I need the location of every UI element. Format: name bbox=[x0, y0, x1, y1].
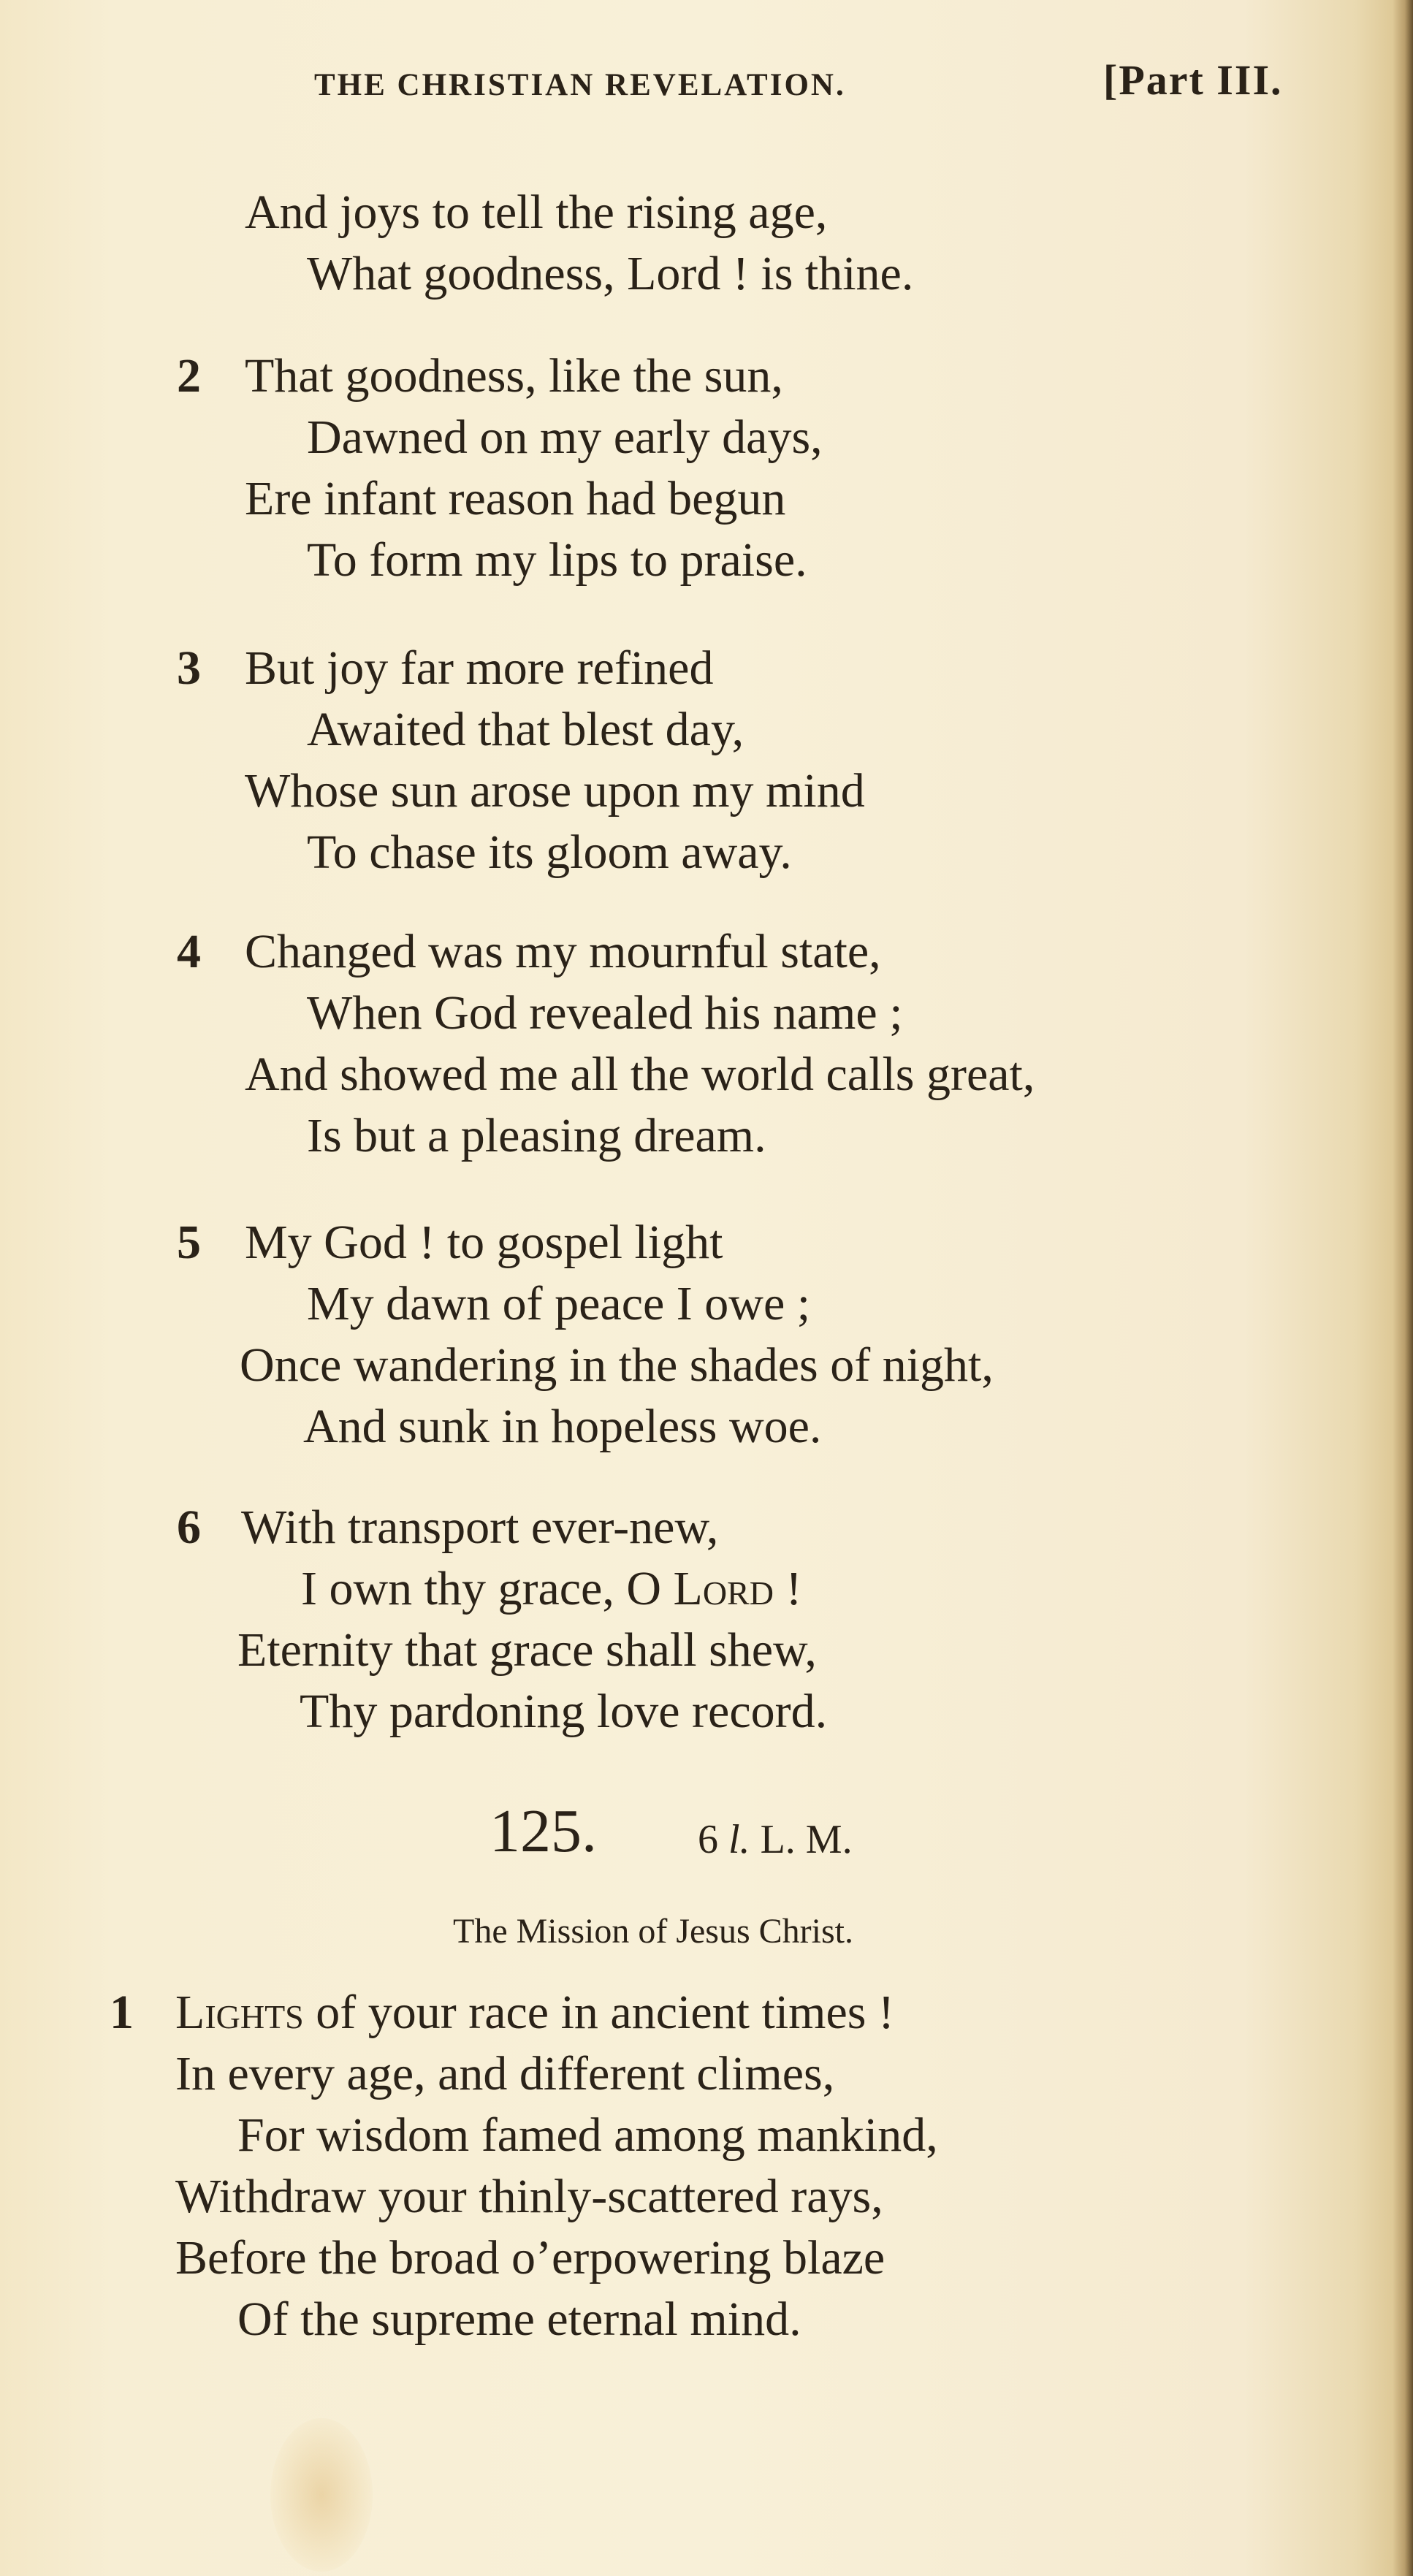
page-stain bbox=[270, 2418, 373, 2572]
verse-line: But joy far more refined bbox=[245, 641, 714, 695]
page-edge-shadow bbox=[1393, 0, 1413, 2576]
verse-line-text: ! bbox=[773, 1562, 802, 1615]
verse-line: Eternity that grace shall shew, bbox=[237, 1623, 817, 1677]
verse-line: Once wandering in the shades of night, bbox=[240, 1338, 994, 1392]
verse-line bbox=[175, 1986, 894, 2039]
verse-number: 4 bbox=[177, 925, 201, 978]
verse-line: Awaited that blest day, bbox=[307, 703, 744, 756]
hymn-meter-count: 6 bbox=[698, 1817, 728, 1862]
verse-number: 2 bbox=[177, 349, 201, 403]
verse-line: Is but a pleasing dream. bbox=[307, 1109, 766, 1162]
verse-number: 3 bbox=[177, 641, 201, 695]
hymn-meter bbox=[698, 1819, 853, 1860]
verse-line: Whose sun arose upon my mind bbox=[245, 764, 865, 818]
verse-line-text: I own thy grace, O bbox=[301, 1562, 674, 1615]
running-head bbox=[314, 56, 1283, 104]
verse-line: With transport ever-new, bbox=[241, 1501, 719, 1554]
lights-small-caps: Lights bbox=[175, 1986, 304, 2039]
lord-small-caps: Lord bbox=[673, 1562, 774, 1615]
verse-line: My dawn of peace I owe ; bbox=[307, 1277, 811, 1330]
verse-line: My God ! to gospel light bbox=[245, 1216, 723, 1269]
running-head-part: [Part III. bbox=[1103, 56, 1283, 104]
verse-line: Dawned on my early days, bbox=[307, 411, 823, 464]
verse-line: Before the broad o’erpowering blaze bbox=[175, 2231, 885, 2285]
verse-line: To chase its gloom away. bbox=[307, 826, 792, 879]
hymn-meter-lines: l. bbox=[728, 1817, 750, 1862]
verse-line: Of the supreme eternal mind. bbox=[237, 2293, 801, 2346]
verse-line: And sunk in hopeless woe. bbox=[303, 1400, 822, 1453]
verse-line: Ere infant reason had begun bbox=[245, 472, 786, 525]
verse-line: Thy pardoning love record. bbox=[300, 1685, 828, 1738]
verse-line: Withdraw your thinly-scattered rays, bbox=[175, 2170, 883, 2223]
verse-line: In every age, and different climes, bbox=[175, 2047, 835, 2100]
verse-line: When God revealed his name ; bbox=[307, 986, 903, 1040]
verse-line-text: of your race in ancient times ! bbox=[303, 1986, 894, 2039]
verse-line: And showed me all the world calls great, bbox=[245, 1048, 1035, 1101]
continuation-line-2: What goodness, Lord ! is thine. bbox=[307, 247, 914, 300]
verse-line: That goodness, like the sun, bbox=[245, 349, 783, 403]
verse-line: Changed was my mournful state, bbox=[245, 925, 881, 978]
verse-number: 6 bbox=[177, 1501, 201, 1554]
hymn-title: The Mission of Jesus Christ. bbox=[453, 1912, 854, 1951]
verse-line bbox=[301, 1562, 802, 1615]
verse-number: 5 bbox=[177, 1216, 201, 1269]
continuation-line-1: And joys to tell the rising age, bbox=[245, 186, 828, 239]
hymn-number: 125. bbox=[490, 1797, 597, 1865]
verse-line: For wisdom famed among mankind, bbox=[237, 2108, 938, 2162]
running-head-title: THE CHRISTIAN REVELATION. bbox=[314, 68, 846, 102]
verse-number: 1 bbox=[110, 1986, 134, 2039]
verse-line: To form my lips to praise. bbox=[307, 533, 807, 587]
hymn-meter-type: L. M. bbox=[750, 1817, 853, 1862]
